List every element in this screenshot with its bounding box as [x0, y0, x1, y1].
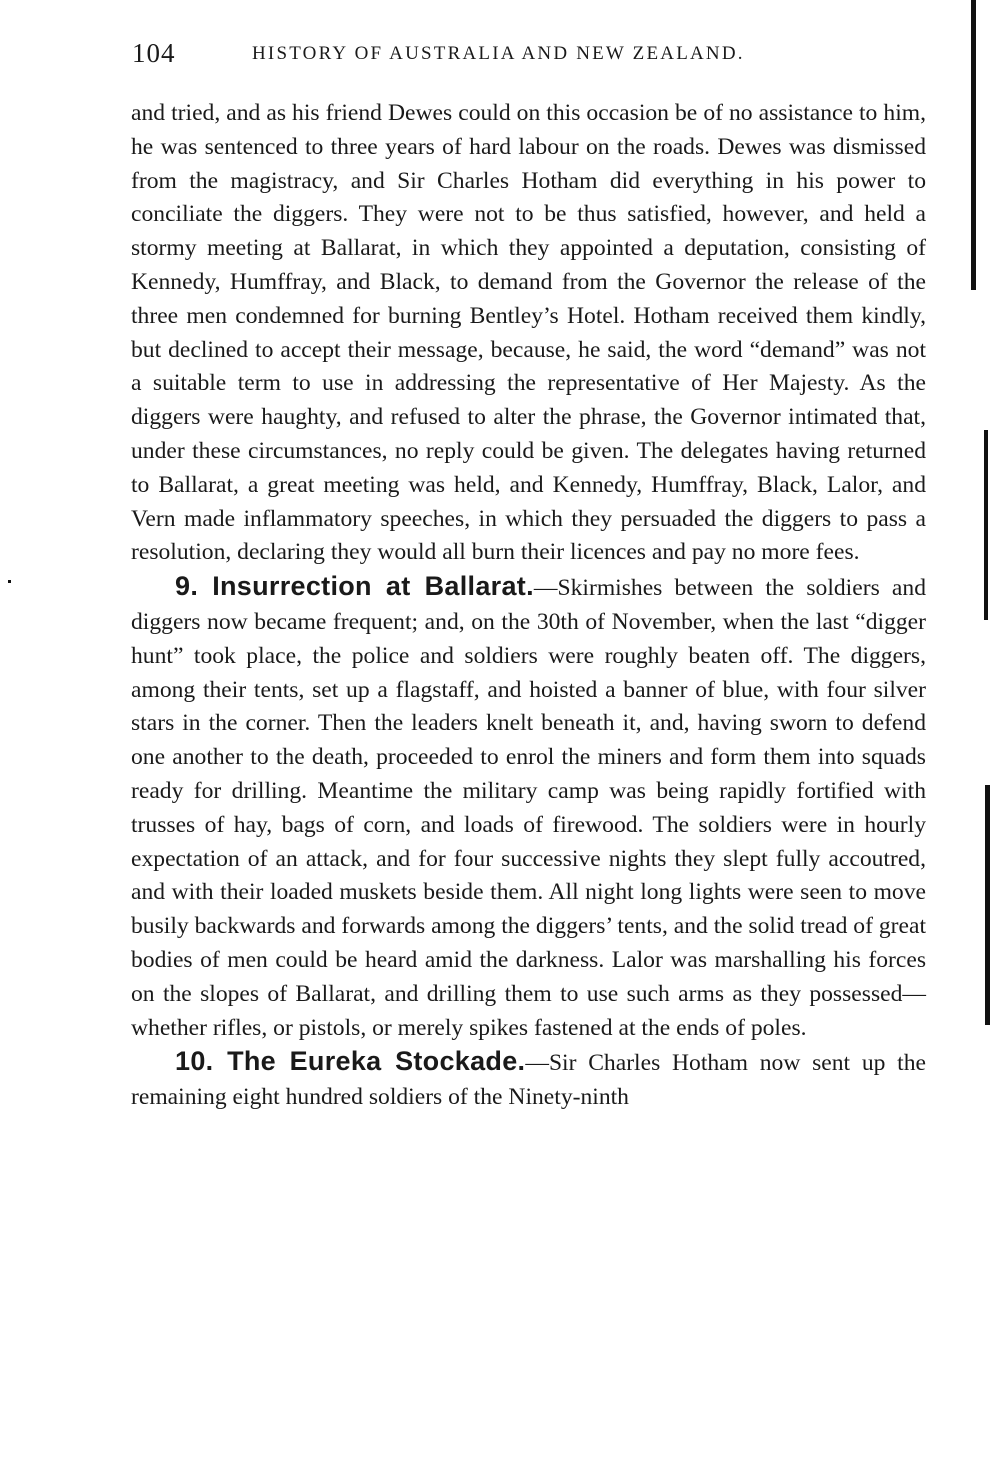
page-number: 104 — [132, 38, 176, 68]
section-9-paragraph — [131, 570, 926, 1045]
section-10-text: —Sir Charles Hotham now sent up the remaining eight hundred soldiers of the Ninety-ninth — [131, 1050, 926, 1111]
running-head — [132, 38, 927, 78]
section-9-text: —Skirmishes between the soldiers and diggers now became frequent; and, on the 30th of November, when the last “digger hunt” took place, the police and soldiers were roughly beaten off. The diggers, among their tents, set up a flagstaff, and hoisted a banner of blue, with four silver stars in the corner. Then the leaders knelt beneath it, and, having sworn to defend one another to the death, proceeded to enrol the miners and form them into squads ready for drilling. Meantime the military camp was being rapidly fortified with trusses of hay, bags of corn, and loads of firewood. The soldiers were in hourly expectation of an attack, and for four successive nights they slept fully accoutred, and with their loaded muskets beside them. All night long lights were seen to move busily backwards and forwards among the diggers’ tents, and the solid tread of great bodies of men could be heard amid the darkness. Lalor was marshalling his forces on the slopes of Ballarat, and drilling them to use such arms as they possessed—whether rifles, or pistols, or merely spikes fastened at the ends of poles. — [131, 575, 926, 1041]
section-10-heading: 10. The Eureka Stockade. — [175, 1046, 526, 1077]
running-title: HISTORY OF AUSTRALIA AND NEW ZEALAND. — [252, 43, 745, 64]
scan-edge-mark — [8, 580, 11, 583]
scan-edge-mark — [971, 0, 976, 290]
section-10-paragraph — [131, 1045, 926, 1115]
paragraph-continued: and tried, and as his friend Dewes could on this occasion be of no assistance to him, he was sentenced to three years of hard labour on the roads. Dewes was dismissed from the magistracy, and Sir Charles Hotham did everything in his power to conciliate the diggers. They were not to be thus satisfied, however, and held a stormy meeting at Ballarat, in which they appointed a deputation, consisting of Kennedy, Humffray, and Black, to demand from the Governor the release of the three men condemned for burning Bentley’s Hotel. Hotham received them kindly, but declined to accept their message, because, he said, the word “demand” was not a suitable term to use in addressing the representative of Her Majesty. As the diggers were haughty, and refused to alter the phrase, the Governor intimated that, under these circumstances, no reply could be given. The delegates having returned to Ballarat, a great meeting was held, and Kennedy, Humffray, Black, Lalor, and Vern made inflammatory speeches, in which they persuaded the diggers to pass a resolution, declaring they would all burn their licences and pay no more fees. — [131, 100, 926, 566]
section-9-heading: 9. Insurrection at Ballarat. — [175, 571, 534, 602]
scan-edge-mark — [984, 430, 988, 620]
body-text — [131, 97, 926, 1115]
scan-edge-mark — [985, 785, 990, 1025]
